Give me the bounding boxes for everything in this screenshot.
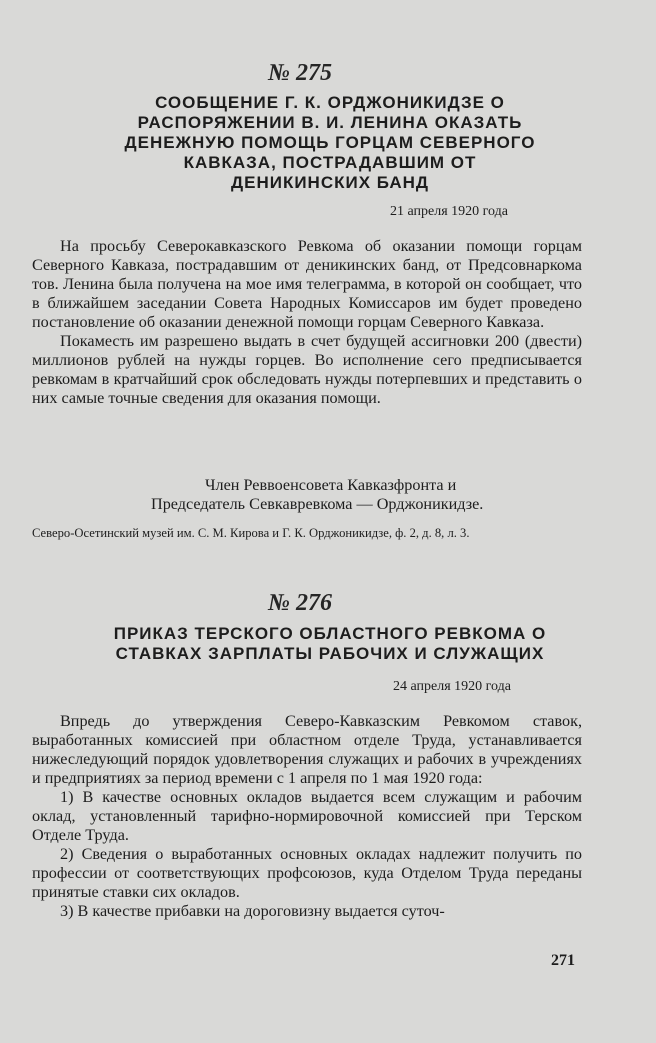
document-date: 24 апреля 1920 года [393, 679, 511, 694]
document-title [60, 624, 600, 664]
document-title [60, 93, 600, 193]
title-line: РАСПОРЯЖЕНИИ В. И. ЛЕНИНА ОКАЗАТЬ [137, 113, 523, 132]
title-line: ДЕНЕЖНУЮ ПОМОЩЬ ГОРЦАМ СЕВЕРНОГО [124, 133, 536, 152]
title-line: ПРИКАЗ ТЕРСКОГО ОБЛАСТНОГО РЕВКОМА О [113, 624, 547, 643]
signature-line: Член Реввоенсовета Кавказфронта и [205, 476, 457, 494]
paragraph: Покаместь им разрешено выдать в счет будущей ассигновки 200 (двести) миллионов рублей на нужды горцев. Во исполнение сего предписывается ревкомам в кратчайший срок обследовать нужды потерпевших и представить о них самые точные сведения для оказания помощи. [32, 332, 582, 407]
document-number: № 275 [268, 60, 332, 86]
paragraph: На просьбу Северокавказского Ревкома об оказании помощи горцам Северного Кавказа, пострадавшим от деникинских банд, от Предсовнаркома тов. Ленина была получена на мое имя телеграмма, в которой он сообщает, что в ближайшем заседании Совета Народных Комиссаров им будет проведено постановление об оказании денежной помощи горцам Северного Кавказа. [32, 237, 582, 331]
paragraph: 2) Сведения о выработанных основных окладах надлежит получить по профессии от соответствующих профсоюзов, куда Отделом Труда переданы принятые ставки сих окладов. [32, 845, 582, 901]
document-date: 21 апреля 1920 года [390, 204, 508, 219]
title-line: КАВКАЗА, ПОСТРАДАВШИМ ОТ [183, 153, 477, 172]
document-number: № 276 [268, 590, 332, 616]
signature-line: Председатель Севкавревкома — Орджоникидзе. [151, 495, 484, 513]
page-number: 271 [551, 952, 575, 969]
title-line: СООБЩЕНИЕ Г. К. ОРДЖОНИКИДЗЕ О [155, 93, 505, 112]
document-body [32, 712, 582, 921]
title-line: ДЕНИКИНСКИХ БАНД [231, 173, 429, 192]
document-body [32, 237, 582, 408]
paragraph: Впредь до утверждения Северо-Кавказским Ревкомом ставок, выработанных комиссией при областном отделе Труда, устанавливается нижеследующий порядок удовлетворения служащих и рабочих в учреждениях и предприятиях за период времени с 1 апреля по 1 мая 1920 года: [32, 712, 582, 787]
paragraph: 3) В качестве прибавки на дороговизну выдается суточ- [60, 902, 445, 920]
paragraph: 1) В качестве основных окладов выдается всем служащим и рабочим оклад, установленный тарифно-нормировочной комиссией при Терском Отделе Труда. [32, 788, 582, 844]
title-line: СТАВКАХ ЗАРПЛАТЫ РАБОЧИХ И СЛУЖАЩИХ [115, 644, 545, 663]
archive-reference: Северо-Осетинский музей им. С. М. Кирова и Г. К. Орджоникидзе, ф. 2, д. 8, л. 3. [32, 526, 470, 540]
